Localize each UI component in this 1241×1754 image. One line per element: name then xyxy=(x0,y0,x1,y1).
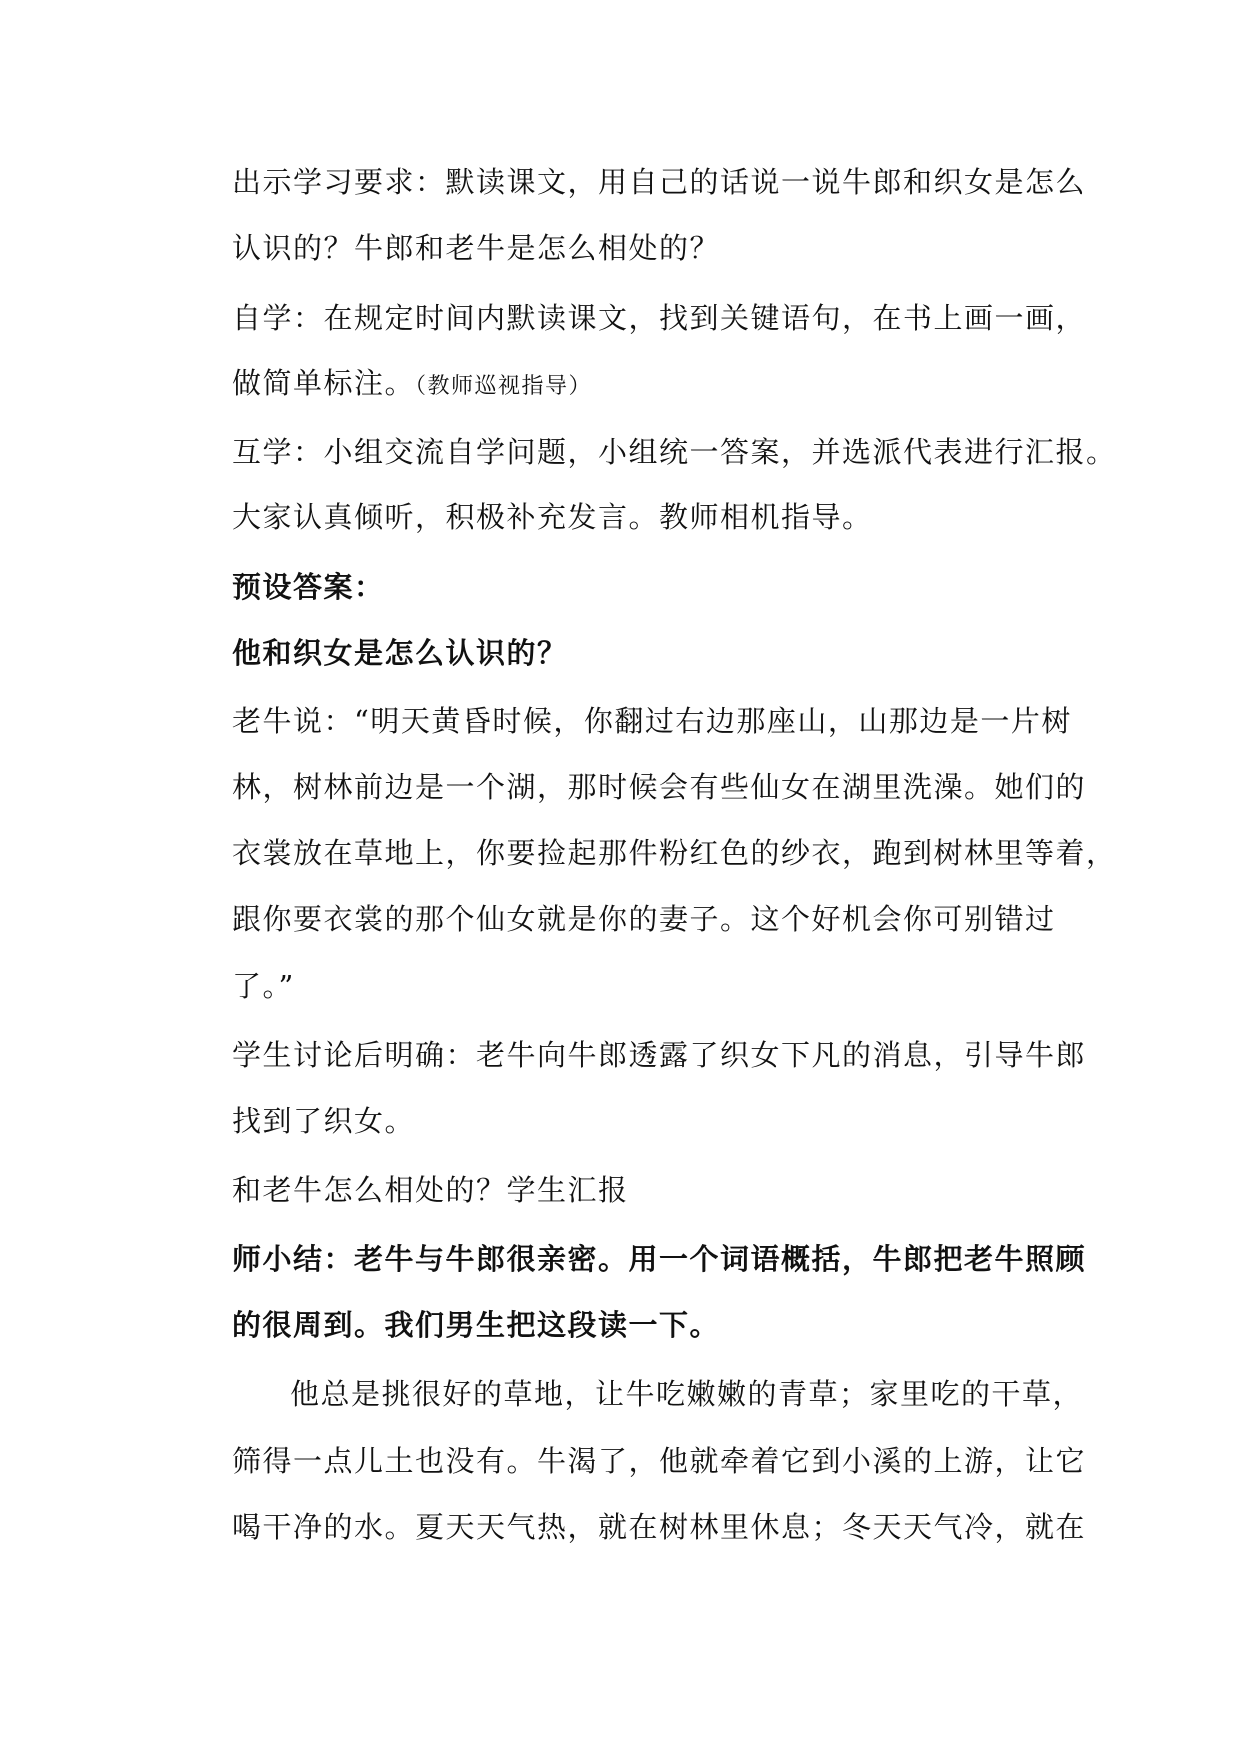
passage-line: 筛得一点儿土也没有。牛渴了，他就牵着它到小溪的上游，让它 xyxy=(232,1444,1087,1478)
summary-line: 师小结：老牛与牛郎很亲密。用一个词语概括，牛郎把老牛照顾 xyxy=(232,1242,1087,1276)
paragraph-line: 找到了织女。 xyxy=(232,1104,416,1138)
quote-line: 衣裳放在草地上，你要捡起那件粉红色的纱衣，跑到树林里等着， xyxy=(232,836,1117,870)
parenthetical-note: （教师巡视指导） xyxy=(415,374,593,399)
paragraph-line: 认识的？牛郎和老牛是怎么相处的？ xyxy=(232,231,721,265)
question-heading: 他和织女是怎么认识的？ xyxy=(232,636,568,670)
paragraph-line: 大家认真倾听，积极补充发言。教师相机指导。 xyxy=(232,500,873,534)
quote-line: 老牛说：“明天黄昏时候，你翻过右边那座山，山那边是一片树 xyxy=(232,704,1072,738)
paragraph-line: 互学：小组交流自学问题，小组统一答案，并选派代表进行汇报。 xyxy=(232,435,1117,469)
section-heading: 预设答案： xyxy=(232,570,385,604)
paragraph-line xyxy=(232,363,1052,407)
passage-line: 他总是挑很好的草地，让牛吃嫩嫩的青草；家里吃的干草， xyxy=(290,1377,1084,1411)
summary-line: 的很周到。我们男生把这段读一下。 xyxy=(232,1308,721,1342)
paragraph-line: 出示学习要求：默读课文，用自己的话说一说牛郎和织女是怎么 xyxy=(232,165,1087,199)
quote-line: 跟你要衣裳的那个仙女就是你的妻子。这个好机会你可别错过 xyxy=(232,902,1056,936)
paragraph-line: 和老牛怎么相处的？学生汇报 xyxy=(232,1173,629,1207)
paragraph-text: 做简单标注。 xyxy=(232,366,416,400)
quote-line: 了。” xyxy=(232,969,295,1003)
quote-line: 林，树林前边是一个湖，那时候会有些仙女在湖里洗澡。她们的 xyxy=(232,770,1087,804)
paragraph-line: 自学：在规定时间内默读课文，找到关键语句，在书上画一画， xyxy=(232,301,1087,335)
paragraph-line: 学生讨论后明确：老牛向牛郎透露了织女下凡的消息，引导牛郎 xyxy=(232,1038,1087,1072)
passage-line: 喝干净的水。夏天天气热，就在树林里休息；冬天天气冷，就在 xyxy=(232,1510,1087,1544)
